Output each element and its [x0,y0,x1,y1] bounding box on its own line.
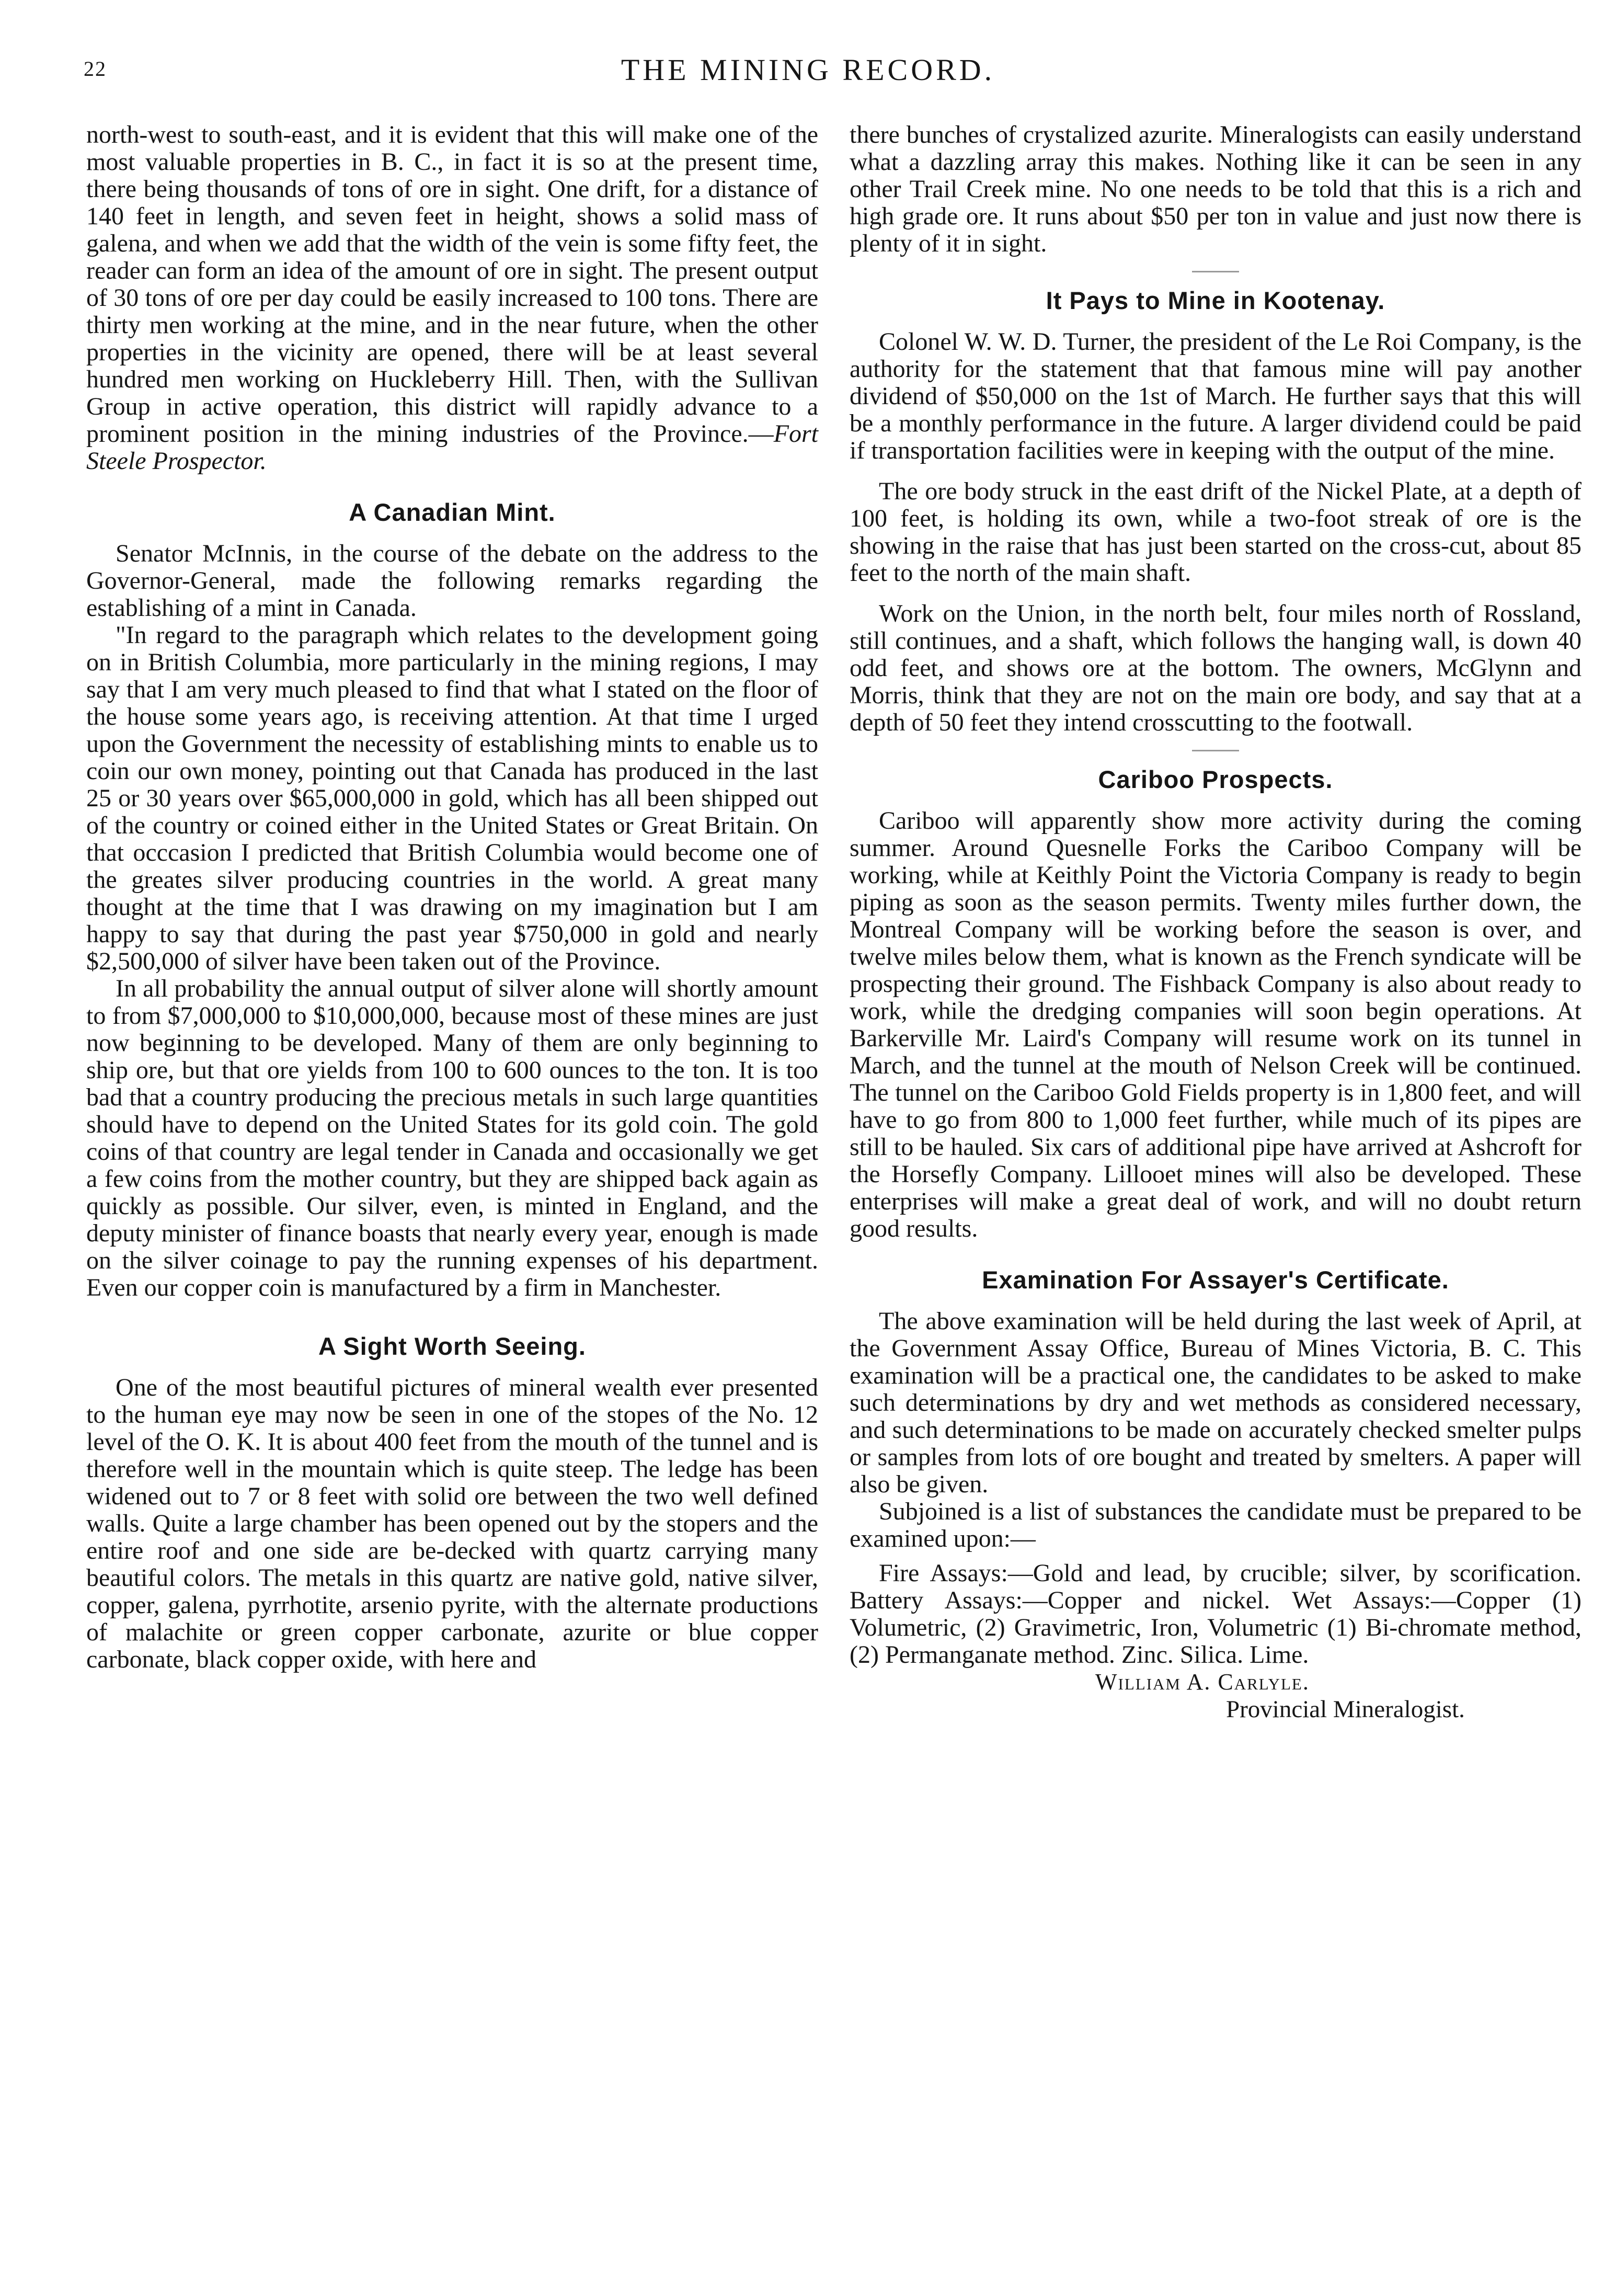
heading-canadian-mint: A Canadian Mint. [349,498,556,526]
heading-kootenay: It Pays to Mine in Kootenay. [1046,287,1385,314]
section-divider [1192,271,1239,272]
article-source: Fort Steele Prospector. [86,420,818,475]
kootenay-paragraph-1: Colonel W. W. D. Turner, the president of the Le Roi Company, is the authority for the statement that that famous mine will pay another dividend of $50,000 on the 1st of March. He further says that this will be a monthly performance in the future. A larger dividend could be paid if transportation facilities were in keeping with the output of the mine. [850,328,1581,464]
heading-cariboo-prospects: Cariboo Prospects. [1098,766,1333,793]
exam-paragraph-2: Subjoined is a list of substances the candidate must be prepared to be examined upon:— [850,1498,1581,1552]
exam-paragraph-3: Fire Assays:—Gold and lead, by crucible; silver, by scorification. Battery Assays:—Copper and nickel. Wet Assays:—Copper (1) Volumetric, (2) Gravimetric, Iron, Volumetric (1) Bi-chromate method, (2) Permanganate method. Zinc. Silica. Lime. [850,1559,1581,1669]
signature-name: William A. Carlyle. [1095,1669,1310,1695]
heading-assayer-exam: Examination For Assayer's Certificate. [982,1266,1449,1294]
sight-paragraph: One of the most beautiful pictures of mineral wealth ever presented to the human eye may now be seen in one of the stopes of the No. 12 level of the O. K. It is about 400 feet from the mouth of the tunnel and is therefore well in the mountain which is quite steep. The ledge has been widened out to 7 or 8 feet with solid ore between the two well defined walls. Quite a large chamber has been opened out by the stopers and the entire roof and one side are be-decked with quartz carrying many beautiful colors. The metals in this quartz are native gold, native silver, copper, galena, pyrrhotite, arsenio pyrite, with the alternate productions of malachite or green copper carbonate, azurite or blue copper carbonate, black copper oxide, with here and [86,1374,818,1673]
right-column [850,121,1581,1723]
continued-article-body: north-west to south-east, and it is evident that this will make one of the most valuable properties in B. C., in fact it is so at the present time, there being thousands of tons of ore in sight. One drift, for a distance of 140 feet in length, and seven feet in height, shows a solid mass of galena, and when we add that the width of the vein is some fifty feet, the reader can form an idea of the amount of ore in sight. The present output of 30 tons of ore per day could be easily increased to 100 tons. There are thirty men working at the mine, and in the near future, when the other properties in the vicinity are opened, there will be at least several hundred men working on Huckleberry Hill. Then, with the Sullivan Group in active operation, this district will rapidly advance to a prominent position in the mining industries of the Province.— [86,121,818,448]
heading-sight-worth-seeing: A Sight Worth Seeing. [318,1332,586,1360]
kootenay-paragraph-2: The ore body struck in the east drift of the Nickel Plate, at a depth of 100 feet, is holding its own, while a two-foot streak of ore is the showing in the raise that has just been started on the cross-cut, about 85 feet to the north of the main shaft. [850,477,1581,587]
mint-paragraph-3: In all probability the annual output of silver alone will shortly amount to from $7,000,000 to $10,000,000, because most of these mines are just now beginning to be developed. Many of them are only beginning to ship ore, but that ore yields from 100 to 600 ounces to the ton. It is too bad that a country producing the precious metals in such large quantities should have to depend on the United States for its gold coin. The gold coins of that country are legal tender in Canada and occasionally we get a few coins from the mother country, but they are shipped back again as quickly as possible. Our silver, even, is minted in England, and the deputy minister of finance boasts that nearly every year, enough is made on the silver coinage to pay the running expenses of his department. Even our copper coin is manufactured by a firm in Manchester. [86,975,818,1301]
left-column [86,121,818,1673]
kootenay-paragraph-3: Work on the Union, in the north belt, four miles north of Rossland, still continues, and a shaft, which follows the hanging wall, is down 40 odd feet, and shows ore at the bottom. The owners, McGlynn and Morris, think that they are not on the main ore body, and say that at a depth of 50 feet they intend crosscutting to the footwall. [850,600,1581,736]
signature-title: Provincial Mineralogist. [1226,1696,1465,1723]
exam-paragraph-1: The above examination will be held during the last week of April, at the Government Assay Office, Bureau of Mines Victoria, B. C. This examination will be a practical one, the candidates to be asked to make such determinations by dry and wet methods as considered necessary, and such determinations to be made on accurately checked smelter pulps or samples from lots of ore bought and treated by smelters. A paper will also be given. [850,1307,1581,1498]
page-number: 22 [84,57,107,81]
running-head: THE MINING RECORD. [621,53,995,87]
mint-paragraph-2: "In regard to the paragraph which relates to the development going on in British Columbia, more particularly in the mining regions, I may say that I am very much pleased to find that what I stated on the floor of the house some years ago, is receiving attention. At that time I urged upon the Government the necessity of establishing mints to enable us to coin our own money, pointing out that Canada has produced in the last 25 or 30 years over $65,000,000 in gold, which has all been shipped out of the country or coined either in the United States or Great Britain. On that occcasion I predicted that British Columbia would become one of the greates silver producing countries in the world. A great many thought at the time that I was drawing on my imagination but I am happy to say that during the past year $750,000 in gold and nearly $2,500,000 of silver have been taken out of the Province. [86,621,818,975]
continued-article-text [86,121,818,475]
section-divider [1192,750,1239,751]
cariboo-paragraph: Cariboo will apparently show more activity during the coming summer. Around Quesnelle Forks the Cariboo Company will be working, while at Keithly Point the Victoria Company is ready to begin piping as soon as the season permits. Twenty miles further down, the Montreal Company will be working before the season is over, and twelve miles below them, what is known as the French syndicate will be prospecting their ground. The Fishback Company is also about ready to work, while the dredging companies will soon begin operations. At Barkerville Mr. Laird's Company will resume work on its tunnel in March, and the tunnel at the mouth of Nelson Creek will be continued. The tunnel on the Cariboo Gold Fields property is in 1,800 feet, and will have to go from 800 to 1,000 feet further, while much of its pipes are still to be hauled. Six cars of additional pipe have arrived at Ashcroft for the Horsefly Company. Lillooet mines will also be developed. These enterprises will make a great deal of work, and will no doubt return good results. [850,807,1581,1242]
mint-paragraph-1: Senator McInnis, in the course of the debate on the address to the Governor-General, made the following remarks regarding the establishing of a mint in Canada. [86,540,818,622]
sight-continuation-paragraph: there bunches of crystalized azurite. Mineralogists can easily understand what a dazzling array this makes. Nothing like it can be seen in any other Trail Creek mine. No one needs to be told that this is a rich and high grade ore. It runs about $50 per ton in value and just now there is plenty of it in sight. [850,121,1581,257]
